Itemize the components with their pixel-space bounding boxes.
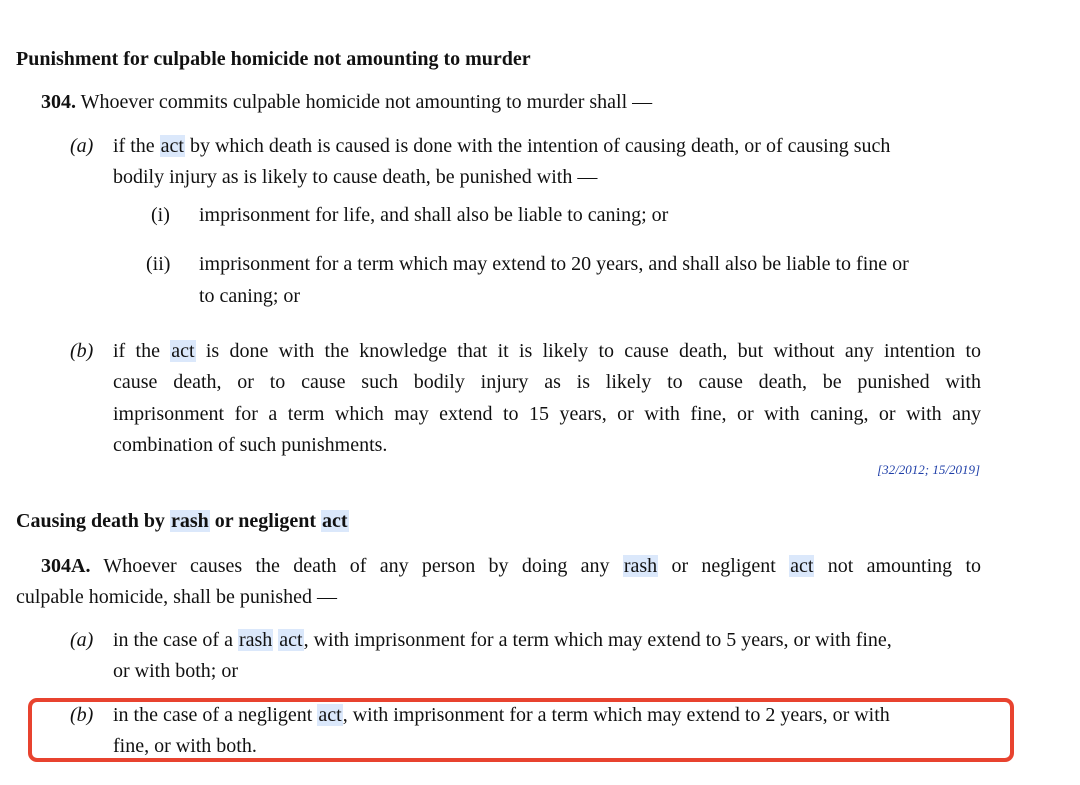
highlight-act: act <box>322 510 348 532</box>
highlight-act: act <box>279 629 303 651</box>
text: is done with the knowledge that it is likely to cause death, but without any intention to <box>205 340 981 362</box>
amendment-note[interactable]: [32/2012; 15/2019] <box>877 462 980 477</box>
highlight-rash: rash <box>623 555 658 577</box>
section-304-number: 304. <box>41 91 76 113</box>
text: if the <box>113 135 155 157</box>
annotation-highlight-box <box>28 698 1014 762</box>
highlight-rash: rash <box>170 510 209 532</box>
highlight-act: act <box>160 135 184 157</box>
text: , with imprisonment for a term which may extend to 2 years, or with <box>342 704 890 726</box>
section-304A-heading <box>16 510 349 533</box>
clause-304A-a-label: (a) <box>70 629 94 651</box>
clause-304-b-line4: combination of such punishments. <box>113 434 388 456</box>
section-304A-intro-line1 <box>41 555 981 578</box>
clause-304-b-line3: imprisonment for a term which may extend to 15 years, or with fine, or with caning, or with any <box>113 403 981 425</box>
text: if the <box>113 340 160 362</box>
clause-304-b-label: (b) <box>70 340 94 362</box>
section-304-intro <box>41 91 652 114</box>
section-304-intro-text: Whoever commits culpable homicide not amounting to murder shall — <box>80 91 653 113</box>
highlight-act: act <box>790 555 814 577</box>
text: by which death is caused is done with the intention of causing death, or of causing such <box>189 135 891 157</box>
highlight-act: act <box>171 340 195 362</box>
text: in the case of a negligent <box>113 704 313 726</box>
clause-304A-a-line2: or with both; or <box>113 660 238 682</box>
text: not amounting to <box>827 555 982 577</box>
clause-304A-b-label: (b) <box>70 704 94 726</box>
clause-304-b-line2: cause death, or to cause such bodily injury as is likely to cause death, be punished with <box>113 371 981 393</box>
text: or negligent <box>214 510 317 532</box>
subclause-i-label: (i) <box>151 204 170 226</box>
clause-304-a-label: (a) <box>70 135 94 157</box>
text: in the case of a <box>113 629 233 651</box>
subclause-ii-label: (ii) <box>146 253 171 275</box>
section-304A-number: 304A. <box>41 555 91 577</box>
subclause-ii-line1: imprisonment for a term which may extend to 20 years, and shall also be liable to fine or <box>199 253 909 275</box>
subclause-ii-line2: to caning; or <box>199 285 301 307</box>
clause-304-a-line1 <box>113 135 890 158</box>
highlight-rash: rash <box>238 629 273 651</box>
clause-304A-b-line2: fine, or with both. <box>113 735 257 757</box>
text: Whoever causes the death of any person by doing any <box>103 555 610 577</box>
subclause-i-text: imprisonment for life, and shall also be liable to caning; or <box>199 204 669 226</box>
text: , with imprisonment for a term which may extend to 5 years, or with fine, <box>303 629 892 651</box>
text: Causing death by <box>16 510 165 532</box>
highlight-act: act <box>318 704 342 726</box>
clause-304-a-line2: bodily injury as is likely to cause death, be punished with — <box>113 166 598 188</box>
clause-304A-a-line1 <box>113 629 892 652</box>
section-304-heading: Punishment for culpable homicide not amounting to murder <box>16 48 531 70</box>
clause-304-b-line1 <box>113 340 981 363</box>
section-304A-intro-line2: culpable homicide, shall be punished — <box>16 586 338 608</box>
text: or negligent <box>671 555 776 577</box>
